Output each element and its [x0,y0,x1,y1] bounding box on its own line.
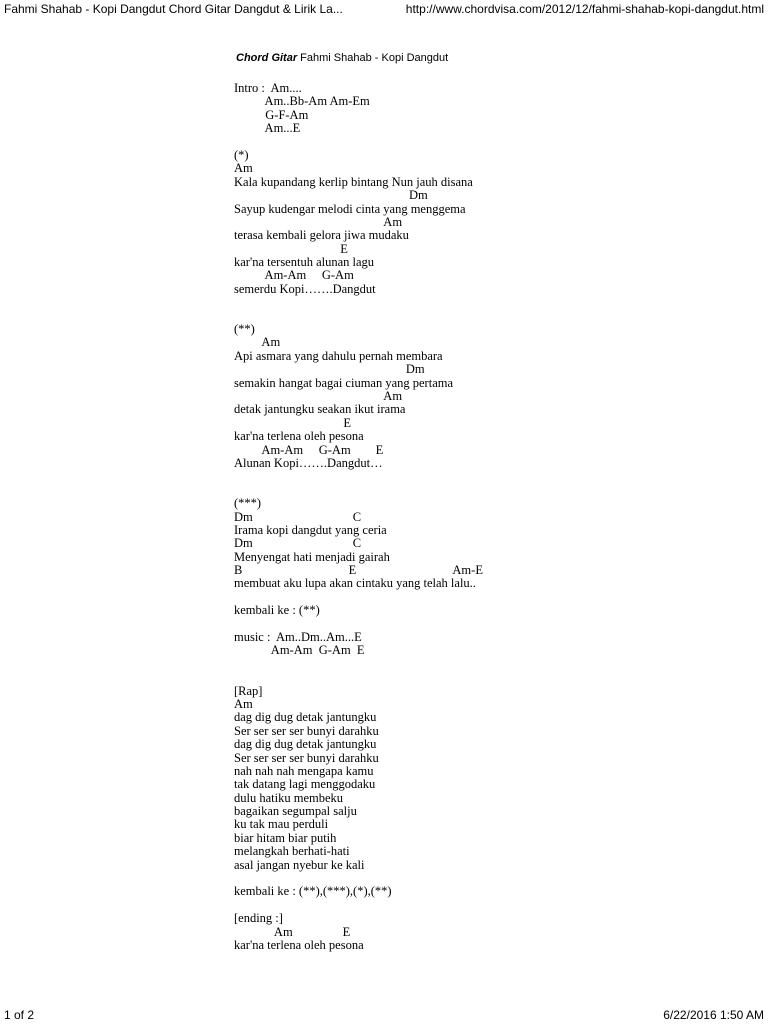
song-title [236,52,448,64]
sheet-line: Am E [234,924,351,939]
sheet-line: Am-Am G-Am E [234,442,384,457]
sheet-line: (***) [234,496,262,511]
page-header-title: Fahmi Shahab - Kopi Dangdut Chord Gitar Dangdut & Lirik La... [4,2,343,16]
sheet-line: Am...E [234,121,301,136]
sheet-line: Am [234,335,281,350]
sheet-line: kar'na tersentuh alunan lagu [234,255,375,270]
sheet-line: kembali ke : (**),(***),(*),(**) [234,884,392,899]
sheet-line [234,136,483,149]
sheet-line: melangkah berhati-hati [234,844,350,859]
sheet-line: tak datang lagi menggodaku [234,777,376,792]
sheet-line: Sayup kudengar melodi cinta yang menggema [234,201,466,216]
sheet-line: dag dig dug detak jantungku [234,710,377,725]
sheet-line: membuat aku lupa akan cintaku yang telah lalu.. [234,576,476,591]
sheet-line [234,671,483,684]
sheet-line [234,899,483,912]
sheet-line: Am [234,161,253,176]
sheet-line: E [234,241,348,256]
sheet-line: Am [234,696,253,711]
sheet-line: Ser ser ser ser bunyi darahku [234,750,379,765]
sheet-line: Ser ser ser ser bunyi darahku [234,723,379,738]
sheet-line: Alunan Kopi…….Dangdut… [234,455,383,470]
sheet-line [234,658,483,671]
sheet-line: biar hitam biar putih [234,830,337,845]
sheet-line: bagaikan segumpal salju [234,804,357,819]
sheet-line: G-F-Am [234,107,309,122]
song-title-rest: Fahmi Shahab - Kopi Dangdut [297,52,449,64]
sheet-line: Kala kupandang kerlip bintang Nun jauh disana [234,174,473,189]
sheet-line: semakin hangat bagai ciuman yang pertama [234,375,454,390]
sheet-line: Dm C [234,509,362,524]
sheet-line: (*) [234,147,249,162]
sheet-line: Intro : Am.... [234,81,302,95]
sheet-line: B E Am-E [234,563,483,578]
sheet-line: dulu hatiku membeku [234,790,344,805]
sheet-line: Dm C [234,536,362,551]
sheet-line [234,296,483,309]
sheet-line: E [234,415,352,430]
sheet-line [234,310,483,323]
chord-lyric-sheet [234,82,483,952]
sheet-line: Am [234,214,403,229]
sheet-line: Menyengat hati menjadi gairah [234,549,390,564]
song-title-prefix: Chord Gitar [236,52,298,64]
print-date: 6/22/2016 1:50 AM [663,1008,764,1022]
sheet-line: nah nah nah mengapa kamu [234,763,374,778]
sheet-line: Am-Am G-Am [234,268,354,283]
sheet-line: [Rap] [234,683,263,698]
page-header-url: http://www.chordvisa.com/2012/12/fahmi-shahab-kopi-dangdut.html [405,2,764,16]
sheet-line [234,484,483,497]
sheet-line: detak jantungku seakan ikut irama [234,402,406,417]
sheet-line: Api asmara yang dahulu pernah membara [234,348,443,363]
sheet-line: music : Am..Dm..Am...E [234,630,362,645]
sheet-line: asal jangan nyebur ke kali [234,857,365,872]
sheet-line: Am..Bb-Am Am-Em [234,94,370,109]
sheet-line: dag dig dug detak jantungku [234,737,377,752]
sheet-line: Am [234,388,403,403]
sheet-line [234,872,483,885]
sheet-line: kembali ke : (**) [234,603,320,618]
sheet-line: ku tak mau perduli [234,817,329,832]
sheet-line: Irama kopi dangdut yang ceria [234,522,387,537]
sheet-line: kar'na terlena oleh pesona [234,429,364,444]
sheet-line: Am-Am G-Am E [234,643,365,658]
sheet-line [234,618,483,631]
sheet-line: terasa kembali gelora jiwa mudaku [234,228,409,243]
sheet-line: Dm [234,362,425,377]
sheet-line [234,591,483,604]
page-number: 1 of 2 [4,1008,35,1022]
sheet-line: kar'na terlena oleh pesona [234,938,364,952]
sheet-line: (**) [234,322,255,337]
sheet-line: semerdu Kopi…….Dangdut [234,281,376,296]
sheet-line: Dm [234,188,428,203]
sheet-line: [ending :] [234,911,283,926]
sheet-line [234,470,483,483]
